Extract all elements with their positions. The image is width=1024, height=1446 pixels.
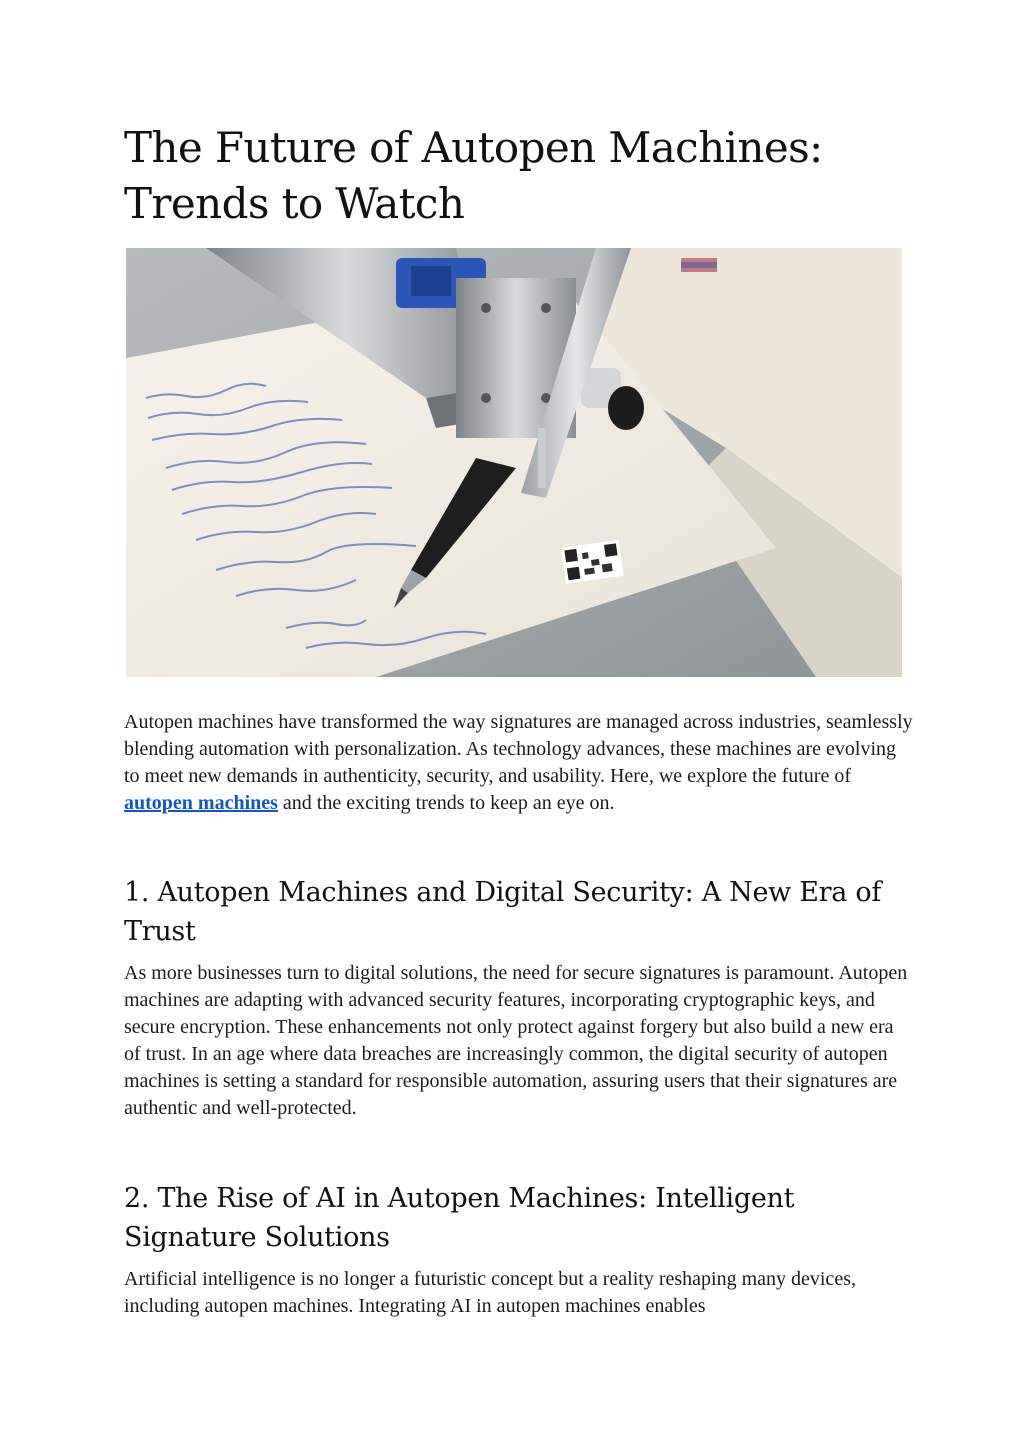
intro-text-before: Autopen machines have transformed the way signatures are managed across industries, seamlessly blending automation with personalization. As technology advances, these machines are evolving to meet new demands in authenticity, security, and usability. Here, we explore the future of	[124, 711, 913, 787]
page-title: The Future of Autopen Machines: Trends to Watch	[124, 123, 823, 228]
intro-paragraph	[124, 709, 914, 817]
section-body: As more businesses turn to digital solutions, the need for secure signatures is paramount. Autopen machines are adapting with advanced security features, incorporating cryptographic keys, and secure encryption. These enhancements not only protect against forgery but also build a new era of trust. In an age where data breaches are increasingly common, the digital security of autopen machines is setting a standard for responsible automation, assuring users that their signatures are authentic and well-protected.	[124, 962, 908, 1119]
section-heading: 2. The Rise of AI in Autopen Machines: Intelligent Signature Solutions	[124, 1183, 795, 1253]
autopen-photo	[126, 248, 902, 677]
intro-text-after: and the exciting trends to keep an eye on.	[277, 792, 615, 814]
section-heading: 1. Autopen Machines and Digital Security: A New Era of Trust	[124, 877, 882, 947]
autopen-machines-link[interactable]: autopen machines	[124, 792, 278, 814]
section-body: Artificial intelligence is no longer a futuristic concept but a reality reshaping many devices, including autopen machines. Integrating AI in autopen machines enables	[124, 1268, 856, 1317]
